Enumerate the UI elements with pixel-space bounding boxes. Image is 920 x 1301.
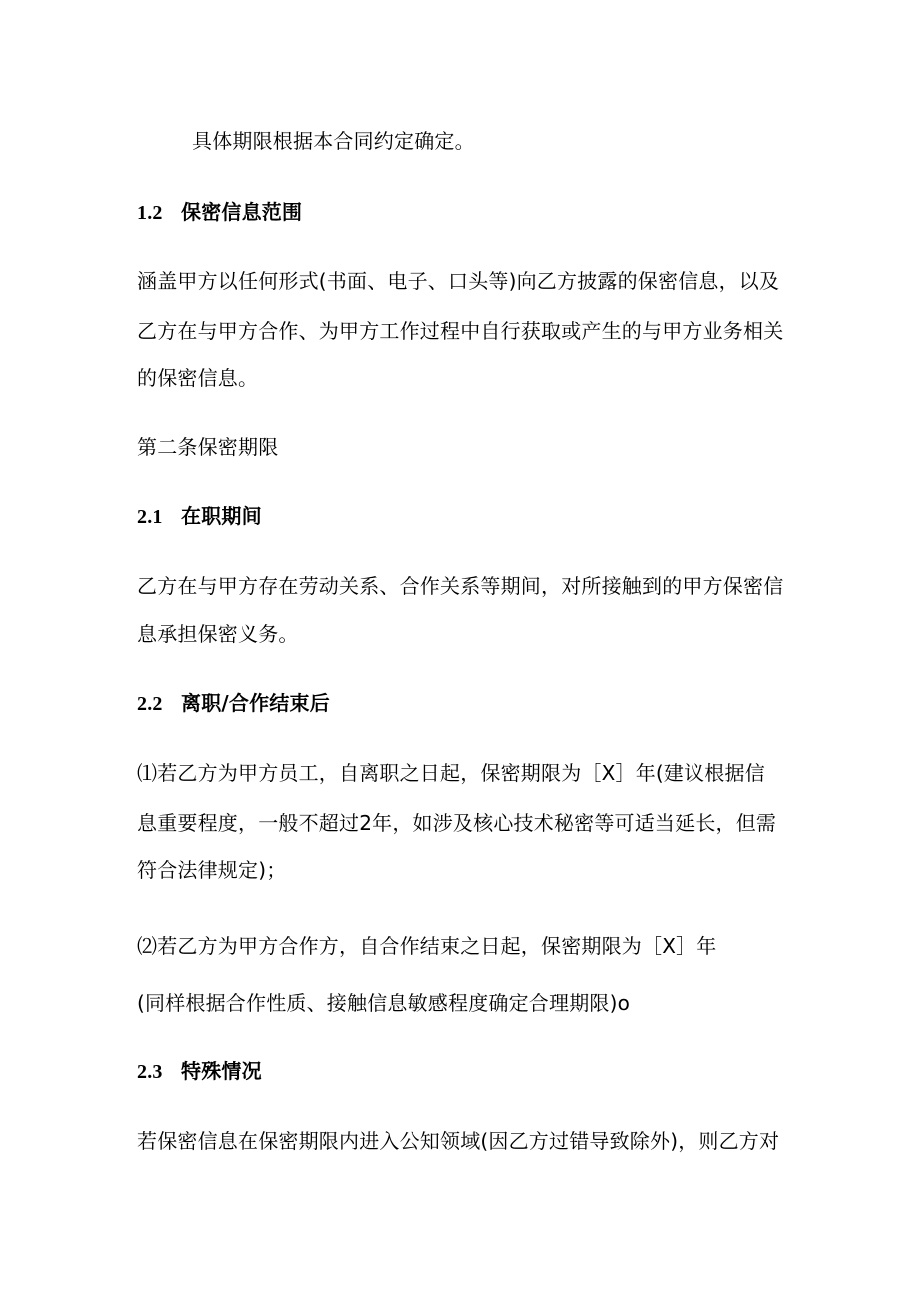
- paragraph-line: 息重要程度，一般不超过2年，如涉及核心技术秘密等可适当延长，但需: [137, 811, 777, 835]
- paragraph-line: 若保密信息在保密期限内进入公知领域(因乙方过错导致除外)，则乙方对: [137, 1129, 780, 1153]
- paragraph-line: 的保密信息。: [137, 366, 259, 390]
- section-number: 2.1: [137, 506, 163, 528]
- section-number: 2.3: [137, 1061, 163, 1083]
- section-title: 离职/合作结束后: [181, 691, 330, 715]
- paragraph-line: ⑴若乙方为甲方员工，自离职之日起，保密期限为［X］年(建议根据信: [137, 761, 765, 785]
- paragraph-line: ⑵若乙方为甲方合作方，自合作结束之日起，保密期限为［X］年: [137, 934, 717, 958]
- paragraph-line: 涵盖甲方以任何形式(书面、电子、口头等)向乙方披露的保密信息，以及: [137, 269, 780, 293]
- section-heading-2-3: [137, 1058, 262, 1085]
- section-number: 1.2: [137, 202, 163, 224]
- section-heading-2-2: [137, 690, 330, 717]
- section-number: 2.2: [137, 693, 163, 715]
- article-title: 第二条保密期限: [137, 435, 279, 459]
- section-heading-1-2: [137, 199, 302, 226]
- section-title: 保密信息范围: [181, 200, 303, 224]
- section-heading-2-1: [137, 503, 262, 530]
- section-title: 在职期间: [181, 504, 262, 528]
- section-title: 特殊情况: [181, 1059, 262, 1083]
- paragraph-line: (同样根据合作性质、接触信息敏感程度确定合理期限)o: [137, 991, 631, 1015]
- paragraph-line: 具体期限根据本合同约定确定。: [192, 129, 475, 153]
- paragraph-line: 乙方在与甲方存在劳动关系、合作关系等期间，对所接触到的甲方保密信: [137, 574, 784, 598]
- paragraph-line: 符合法律规定)；: [137, 858, 287, 882]
- paragraph-line: 乙方在与甲方合作、为甲方工作过程中自行获取或产生的与甲方业务相关: [137, 319, 784, 343]
- paragraph-line: 息承担保密义务。: [137, 622, 299, 646]
